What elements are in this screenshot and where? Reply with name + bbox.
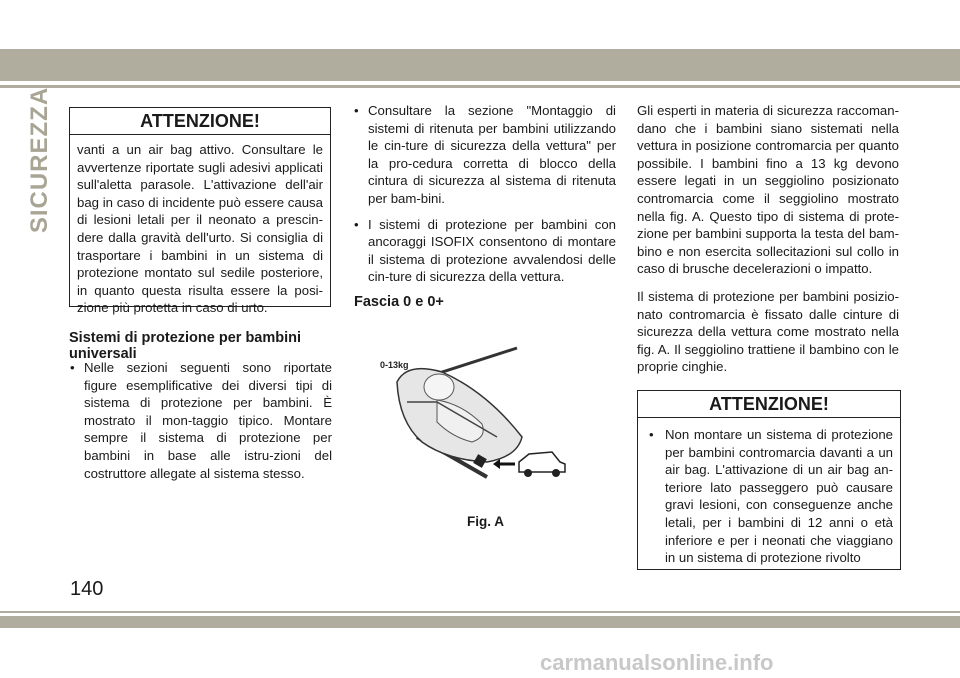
paragraph: Il sistema di protezione per bambini posizio-nato contromarcia è fissato dalle cinture di sicurezza della vettura come mostrato nella fig. A. Il seggiolino trattiene il bambino con le proprie cinghie. [637, 288, 899, 375]
list-item [645, 426, 893, 567]
weight-label: 0-13kg [380, 360, 409, 370]
bullet-dot: • [649, 427, 654, 442]
bullet-dot: • [354, 216, 359, 232]
universal-heading: Sistemi di protezione per bambini universali [69, 330, 302, 362]
bullet-dot: • [354, 103, 359, 118]
warning-box-1-title: ATTENZIONE! [70, 108, 330, 135]
universal-bullets [70, 359, 332, 490]
middle-bullets [354, 102, 616, 294]
warning-box-1-text: vanti a un air bag attivo. Consultare le avvertenze riportate sugli adesivi applicati sull'aletta parasole. L'attivazione dell'air bag in caso di incidente può essere causa di lesioni letali per il neonato a prescin-dere dalla gravità dell'urto. Si consiglia di trasportare i bambini in un sistema di protezione montato sul sedile posteriore, in quanto questa risulta essere la posi-zione più protetta in caso di urto. [77, 142, 323, 316]
baby-head [424, 374, 454, 400]
header-band [0, 49, 960, 81]
section-tab [22, 86, 58, 234]
warning-box-2-body [638, 418, 900, 581]
child-seat-figure [367, 342, 619, 492]
section-tab-label: SICUREZZA [26, 86, 53, 234]
right-paragraphs [637, 102, 899, 376]
header-rule [0, 85, 960, 88]
bullet-text: Nelle sezioni seguenti sono riportate figure esemplificative dei diversi tipi di sistema di protezione per bambini. È mostrato il mon-taggio tipico. Montare sempre il sistema di protezione per bambini in base alle istru-zioni del costruttore allegate al sistema stesso. [84, 360, 332, 481]
watermark: carmanualsonline.info [540, 650, 774, 675]
child-seat-illustration [367, 342, 619, 492]
figure-caption: Fig. A [467, 514, 504, 529]
list-item [70, 359, 332, 482]
car-icon [519, 452, 565, 472]
list-item [354, 102, 616, 208]
bullet-text: Consultare la sezione "Montaggio di sistemi di ritenuta per bambini utilizzando le cin-ture di sicurezza della vettura" per la pro-cedura corretta di blocco della cintura di sicurezza al sistema di ritenuta per bam-bini. [368, 103, 616, 206]
list-item [354, 216, 616, 286]
car-wheel-front [524, 469, 532, 477]
footer-rule [0, 611, 960, 613]
warning-box-2-title: ATTENZIONE! [638, 391, 900, 418]
footer-band [0, 616, 960, 628]
bullet-text: I sistemi di protezione per bambini con ancoraggi ISOFIX consentono di montare il sistema di protezione avvalendosi delle cin-ture di sicurezza della vettura. [368, 216, 616, 285]
bullet-text: Non montare un sistema di protezione per bambini contromarcia davanti a un air bag. L'attivazione di un air bag an-teriore lato passeggero può causare gravi lesioni, con conseguenze anche letali, per i bambini di 12 anni o età inferiore e per i neonati che viaggiano in un sistema di protezione rivolto [665, 427, 893, 566]
paragraph: Gli esperti in materia di sicurezza raccoman-dano che i bambini siano sistemati nella vettura in posizione contromarcia per quanto possibile. I bambini fino a 13 kg devono essere legati in un seggiolino posizionato contromarcia come il seggiolino mostrato nella fig. A. Questo tipo di sistema di prote-zione per bambini supporta la testa del bam-bino e non esercita sollecitazioni sul collo in caso di brusche decelerazioni o impatto. [637, 103, 899, 277]
group-heading: Fascia 0 e 0+ [354, 294, 444, 310]
car-wheel-rear [552, 469, 560, 477]
warning-box-1 [69, 107, 331, 316]
warning-box-2 [637, 390, 901, 570]
page-number: 140 [70, 578, 104, 600]
bullet-dot: • [70, 360, 75, 375]
top-margin [0, 0, 960, 49]
